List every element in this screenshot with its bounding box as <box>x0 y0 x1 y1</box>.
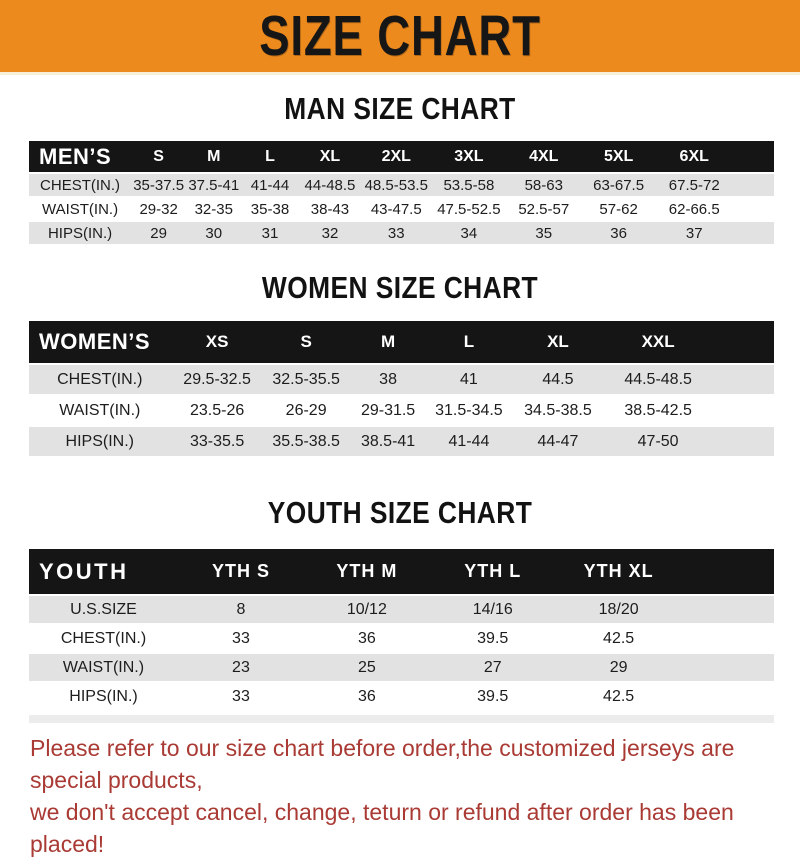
table-header-row <box>29 549 774 596</box>
size-value-cell: 35-37.5 <box>131 174 186 198</box>
size-value-cell: 37 <box>656 222 732 246</box>
youth-section-heading: YOUTH SIZE CHART <box>267 495 533 530</box>
spacer-cell <box>682 625 774 654</box>
measurement-row-label: HIPS(IN.) <box>29 427 171 458</box>
size-value-cell: 29 <box>131 222 186 246</box>
spacer-cell <box>711 427 774 458</box>
measurement-row <box>29 396 774 427</box>
spacer-cell <box>732 141 774 174</box>
men-section-heading: MAN SIZE CHART <box>284 91 516 126</box>
youth-section <box>0 495 800 723</box>
women-section <box>0 270 800 458</box>
size-column-header: L <box>241 141 298 174</box>
measurement-row-label: U.S.SIZE <box>29 596 178 625</box>
measurement-row <box>29 596 774 625</box>
youth-size-table <box>29 549 774 712</box>
size-value-cell: 14/16 <box>430 596 556 625</box>
size-column-header: S <box>264 321 349 365</box>
measurement-row <box>29 427 774 458</box>
size-value-cell: 67.5-72 <box>656 174 732 198</box>
size-value-cell: 35-38 <box>241 198 298 222</box>
size-column-header: YTH XL <box>556 549 682 596</box>
size-value-cell: 23 <box>178 654 304 683</box>
size-value-cell: 47-50 <box>606 427 711 458</box>
size-value-cell: 44.5 <box>510 365 605 396</box>
spacer-cell <box>682 683 774 712</box>
size-column-header: XS <box>171 321 264 365</box>
measurement-row-label: CHEST(IN.) <box>29 365 171 396</box>
size-value-cell: 48.5-53.5 <box>361 174 431 198</box>
size-column-header: YTH S <box>178 549 304 596</box>
disclaimer-line-2: we don't accept cancel, change, teturn or refund after order has been placed! <box>30 799 734 857</box>
size-value-cell: 41-44 <box>428 427 511 458</box>
size-value-cell: 38.5-42.5 <box>606 396 711 427</box>
women-section-heading: WOMEN SIZE CHART <box>261 270 539 305</box>
men-size-table <box>29 141 774 246</box>
size-value-cell: 58-63 <box>507 174 582 198</box>
size-value-cell: 29 <box>556 654 682 683</box>
size-value-cell: 31 <box>241 222 298 246</box>
size-value-cell: 32-35 <box>186 198 241 222</box>
size-value-cell: 29.5-32.5 <box>171 365 264 396</box>
table-header-row <box>29 321 774 365</box>
size-column-header: YTH M <box>304 549 430 596</box>
size-value-cell: 43-47.5 <box>361 198 431 222</box>
table-header-label: YOUTH <box>29 549 178 596</box>
size-column-header: S <box>131 141 186 174</box>
disclaimer <box>30 732 800 860</box>
measurement-row-label: CHEST(IN.) <box>29 174 131 198</box>
size-value-cell: 39.5 <box>430 683 556 712</box>
size-value-cell: 27 <box>430 654 556 683</box>
disclaimer-line-1: Please refer to our size chart before order,the customized jerseys are special products, <box>30 735 735 793</box>
measurement-row <box>29 654 774 683</box>
size-column-header: M <box>186 141 241 174</box>
size-value-cell: 8 <box>178 596 304 625</box>
spacer-cell <box>711 396 774 427</box>
size-value-cell: 38.5-41 <box>349 427 428 458</box>
size-column-header: M <box>349 321 428 365</box>
size-value-cell: 38 <box>349 365 428 396</box>
measurement-row-label: HIPS(IN.) <box>29 222 131 246</box>
size-value-cell: 35 <box>507 222 582 246</box>
measurement-row-label: WAIST(IN.) <box>29 654 178 683</box>
size-value-cell: 42.5 <box>556 683 682 712</box>
size-column-header: 4XL <box>507 141 582 174</box>
measurement-row-label: HIPS(IN.) <box>29 683 178 712</box>
size-column-header: YTH L <box>430 549 556 596</box>
size-value-cell: 29-31.5 <box>349 396 428 427</box>
spacer-cell <box>711 365 774 396</box>
size-column-header: L <box>428 321 511 365</box>
size-value-cell: 36 <box>304 625 430 654</box>
size-value-cell: 39.5 <box>430 625 556 654</box>
size-value-cell: 36 <box>581 222 656 246</box>
size-value-cell: 36 <box>304 683 430 712</box>
size-value-cell: 33 <box>361 222 431 246</box>
spacer-cell <box>732 174 774 198</box>
size-column-header: 2XL <box>361 141 431 174</box>
size-value-cell: 47.5-52.5 <box>431 198 506 222</box>
measurement-row-label: CHEST(IN.) <box>29 625 178 654</box>
size-value-cell: 62-66.5 <box>656 198 732 222</box>
measurement-row <box>29 198 774 222</box>
spacer-cell <box>732 222 774 246</box>
size-value-cell: 32 <box>299 222 362 246</box>
measurement-row <box>29 683 774 712</box>
size-value-cell: 53.5-58 <box>431 174 506 198</box>
measurement-row-label: WAIST(IN.) <box>29 198 131 222</box>
size-column-header: 5XL <box>581 141 656 174</box>
size-column-header: XL <box>510 321 605 365</box>
size-value-cell: 35.5-38.5 <box>264 427 349 458</box>
size-value-cell: 38-43 <box>299 198 362 222</box>
size-value-cell: 44-48.5 <box>299 174 362 198</box>
size-value-cell: 30 <box>186 222 241 246</box>
size-value-cell: 52.5-57 <box>507 198 582 222</box>
size-value-cell: 44-47 <box>510 427 605 458</box>
size-value-cell: 18/20 <box>556 596 682 625</box>
women-size-table <box>29 321 774 458</box>
size-value-cell: 44.5-48.5 <box>606 365 711 396</box>
men-section <box>0 91 800 246</box>
size-value-cell: 29-32 <box>131 198 186 222</box>
banner <box>0 0 800 75</box>
size-value-cell: 34.5-38.5 <box>510 396 605 427</box>
measurement-row-label: WAIST(IN.) <box>29 396 171 427</box>
size-column-header: 3XL <box>431 141 506 174</box>
measurement-row <box>29 365 774 396</box>
measurement-row <box>29 222 774 246</box>
spacer-cell <box>711 321 774 365</box>
size-value-cell: 63-67.5 <box>581 174 656 198</box>
youth-table-footer-strip <box>29 715 774 723</box>
page-title: SIZE CHART <box>259 3 541 68</box>
size-value-cell: 41 <box>428 365 511 396</box>
size-value-cell: 25 <box>304 654 430 683</box>
table-header-row <box>29 141 774 174</box>
size-value-cell: 10/12 <box>304 596 430 625</box>
size-value-cell: 42.5 <box>556 625 682 654</box>
size-value-cell: 57-62 <box>581 198 656 222</box>
spacer-cell <box>682 549 774 596</box>
measurement-row <box>29 625 774 654</box>
size-value-cell: 33 <box>178 625 304 654</box>
size-column-header: XL <box>299 141 362 174</box>
size-column-header: XXL <box>606 321 711 365</box>
size-value-cell: 33 <box>178 683 304 712</box>
spacer-cell <box>682 654 774 683</box>
size-value-cell: 41-44 <box>241 174 298 198</box>
measurement-row <box>29 174 774 198</box>
spacer-cell <box>732 198 774 222</box>
spacer-cell <box>682 596 774 625</box>
table-header-label: WOMEN’S <box>29 321 171 365</box>
size-value-cell: 26-29 <box>264 396 349 427</box>
size-column-header: 6XL <box>656 141 732 174</box>
table-header-label: MEN’S <box>29 141 131 174</box>
size-value-cell: 23.5-26 <box>171 396 264 427</box>
size-value-cell: 34 <box>431 222 506 246</box>
size-value-cell: 31.5-34.5 <box>428 396 511 427</box>
size-value-cell: 33-35.5 <box>171 427 264 458</box>
size-value-cell: 37.5-41 <box>186 174 241 198</box>
size-value-cell: 32.5-35.5 <box>264 365 349 396</box>
